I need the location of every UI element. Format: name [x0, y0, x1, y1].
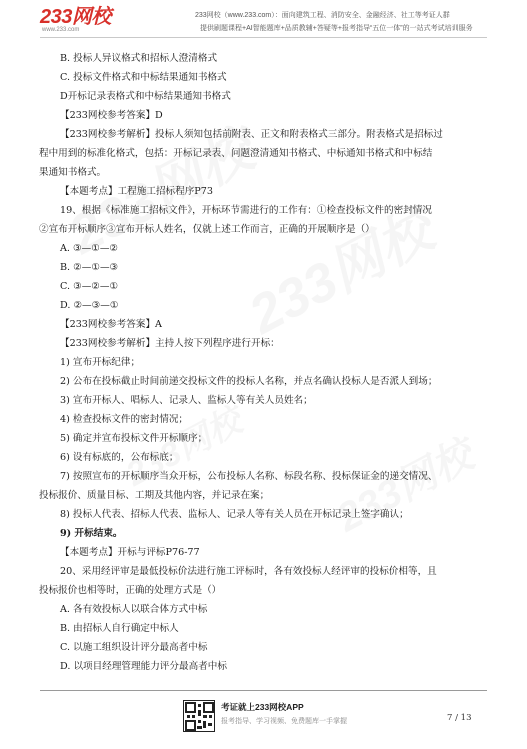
option-b: B. 投标人异议格式和招标人澄清格式 — [60, 53, 218, 64]
option-c: C. 投标文件格式和中标结果通知书格式 — [60, 72, 227, 83]
footer-divider — [40, 690, 487, 691]
procedure-step: 2) 公布在投标截止时间前递交投标文件的投标人名称，并点名确认投标人是否派人到场； — [60, 376, 438, 387]
procedure-step: 9) 开标结束。 — [60, 528, 123, 539]
procedure-step: 8) 投标人代表、招标人代表、监标人、记录人等有关人员在开标记录上签字确认； — [60, 509, 409, 520]
procedure-step: 4) 检查投标文件的密封情况； — [60, 414, 189, 425]
analysis-text: 【233网校参考解析】投标人须知包括前附表、正文和附表格式三部分。附表格式是招标过 — [60, 129, 443, 140]
footer-app-subtitle: 报考指导、学习视频、免费题库一手掌握 — [221, 718, 347, 725]
header-tagline-1: 233网校（www.233.com）：面向建筑工程、消防安全、金融经济、社工等考证人群 — [195, 12, 450, 19]
option-d: D. 以项目经理管理能力评分最高者中标 — [60, 661, 227, 672]
logo-url: www.233.com — [42, 27, 80, 33]
qr-code-icon[interactable] — [183, 700, 215, 732]
answer-label: 【233网校参考答案】A — [60, 319, 162, 330]
option-b: B. ②—①—③ — [60, 262, 119, 273]
question-19: 19、根据《标准施工招标文件》，开标环节需进行的工作有：①检查投标文件的密封情况 — [60, 205, 432, 216]
document-body — [39, 49, 491, 676]
logo-text: 233网校 — [40, 6, 111, 28]
analysis-text: 【233网校参考解析】主持人按下列程序进行开标： — [60, 338, 280, 349]
option-d: D. ②—③—① — [60, 300, 119, 311]
option-c: C. 以施工组织设计评分最高者中标 — [60, 642, 208, 653]
procedure-step: 7) 按照宣布的开标顺序当众开标，公布投标人名称、标段名称、投标保证金的递交情况、 — [60, 471, 438, 482]
question-20: 投标报价也相等时，正确的处理方式是（） — [39, 585, 222, 596]
procedure-step: 1) 宣布开标纪律； — [60, 357, 141, 368]
question-19: ②宣布开标顺序③宣布开标人姓名，仅就上述工作而言，正确的开展顺序是（） — [39, 224, 375, 235]
option-d: D开标记录表格式和中标结果通知书格式 — [60, 91, 231, 102]
option-b: B. 由招标人自行确定中标人 — [60, 623, 179, 634]
option-c: C. ③—②—① — [60, 281, 119, 292]
option-a: A. ③—①—② — [60, 243, 119, 254]
answer-label: 【233网校参考答案】D — [60, 110, 163, 121]
option-a: A. 各有效投标人以联合体方式中标 — [60, 604, 208, 615]
topic-label: 【本题考点】开标与评标P76-77 — [60, 547, 200, 558]
procedure-step: 5) 确定并宣布投标文件开标顺序； — [60, 433, 208, 444]
header-tagline-2: 提供刷题课程+AI智能题库+品质教辅+答疑等+报考指导“五位一体”的一站式考试培训服务 — [200, 25, 473, 32]
topic-label: 【本题考点】工程施工招标程序P73 — [60, 186, 213, 197]
page-number: 7 / 13 — [447, 713, 472, 723]
analysis-text: 果通知书格式。 — [39, 167, 107, 178]
header-divider — [40, 37, 487, 38]
procedure-step: 3) 宣布开标人、唱标人、记录人、监标人等有关人员姓名； — [60, 395, 313, 406]
analysis-text: 程中用到的标准化格式，包括：开标记录表、问题澄清通知书格式、中标通知书格式和中标结 — [39, 148, 433, 159]
brand-logo[interactable] — [40, 6, 114, 32]
procedure-step: 投标报价、质量目标、工期及其他内容，并记录在案； — [39, 490, 270, 501]
footer-app-title: 考证就上233网校APP — [221, 702, 304, 712]
page-header — [0, 0, 527, 44]
question-20: 20、采用经评审是最低投标价法进行施工评标时，各有效投标人经评审的投标价相等，且 — [60, 566, 437, 577]
procedure-step: 6) 设有标底的，公布标底； — [60, 452, 179, 463]
